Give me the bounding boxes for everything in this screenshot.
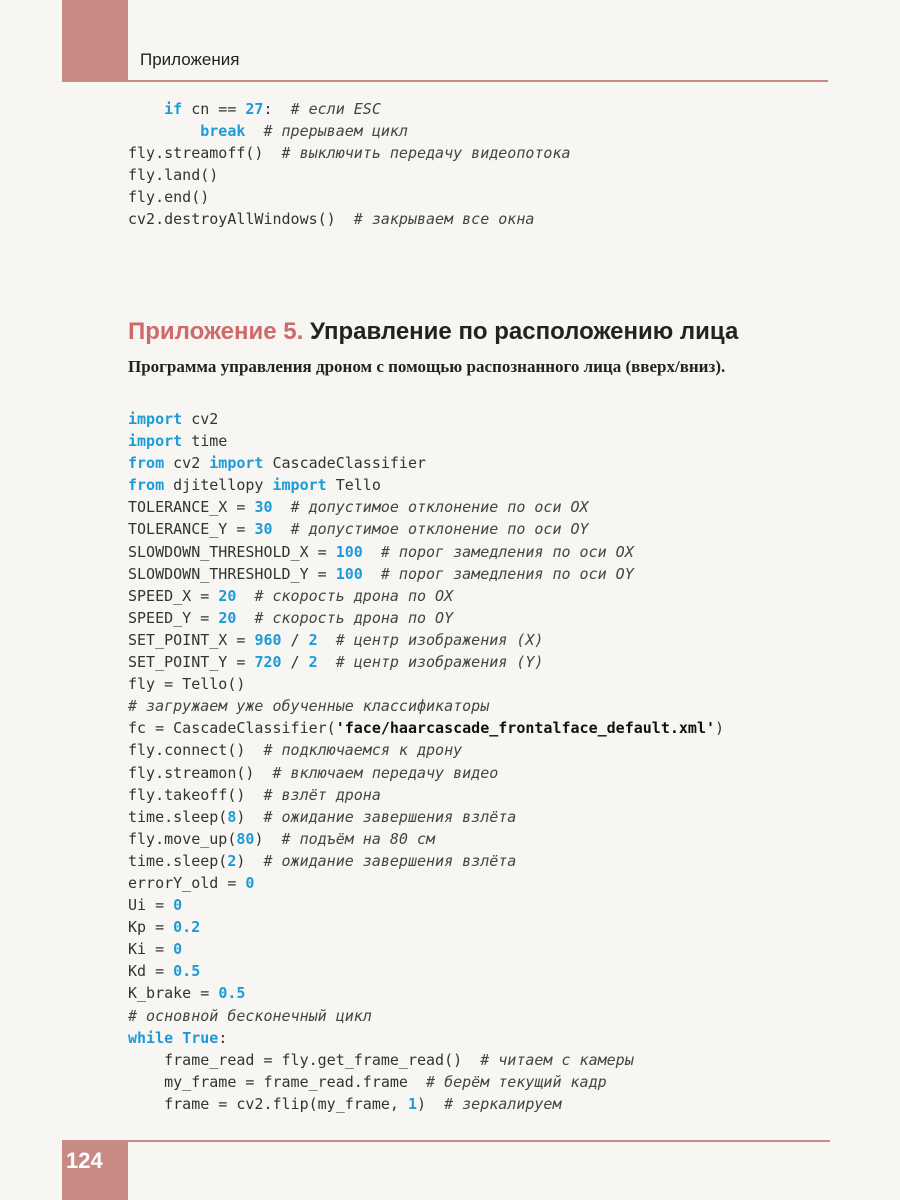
code-number: 100 bbox=[335, 564, 363, 583]
code-line bbox=[128, 982, 724, 1004]
footer-rule bbox=[128, 1140, 830, 1142]
code-text: fc = CascadeClassifier( bbox=[128, 719, 336, 738]
running-header: Приложения bbox=[140, 50, 240, 69]
code-text bbox=[128, 100, 164, 118]
code-line bbox=[128, 960, 724, 982]
code-text: Ui = bbox=[128, 896, 174, 915]
code-text: ) bbox=[254, 829, 282, 848]
code-number: 2 bbox=[308, 653, 318, 672]
code-comment: # ожидание завершения взлёта bbox=[263, 851, 517, 870]
code-line bbox=[128, 585, 724, 607]
code-text: SPEED_X = bbox=[128, 586, 219, 605]
code-line bbox=[128, 408, 724, 430]
code-keyword: while bbox=[128, 1028, 174, 1047]
code-keyword: import bbox=[272, 476, 327, 495]
code-comment: # подъём на 80 см bbox=[281, 829, 436, 848]
code-line bbox=[128, 938, 724, 960]
code-line bbox=[128, 142, 571, 164]
code-text: time.sleep( bbox=[128, 851, 228, 870]
code-text: cv2 bbox=[182, 410, 219, 428]
code-text: ) bbox=[715, 719, 725, 738]
code-line bbox=[128, 430, 724, 452]
code-text: : bbox=[263, 100, 291, 118]
code-text bbox=[245, 122, 263, 140]
code-comment: # читаем с камеры bbox=[480, 1050, 634, 1069]
code-line bbox=[128, 541, 724, 563]
code-text: ) bbox=[236, 807, 264, 826]
code-comment: # основной бесконечный цикл bbox=[128, 1006, 372, 1025]
code-keyword: break bbox=[200, 122, 246, 141]
code-text: ) bbox=[236, 851, 264, 870]
code-number: 8 bbox=[227, 807, 237, 826]
code-number: 20 bbox=[218, 586, 237, 605]
code-line bbox=[128, 894, 724, 916]
code-line bbox=[128, 186, 571, 208]
code-keyword: import bbox=[128, 410, 183, 428]
code-comment: # прерываем цикл bbox=[263, 122, 408, 141]
code-text: fly.streamoff() bbox=[128, 144, 282, 163]
code-text: : bbox=[218, 1028, 228, 1047]
code-comment: # включаем передачу видео bbox=[272, 763, 499, 782]
code-number: 27 bbox=[245, 100, 264, 118]
code-line bbox=[128, 474, 724, 496]
code-line bbox=[128, 1005, 724, 1027]
code-comment: # берём текущий кадр bbox=[426, 1072, 607, 1091]
code-number: 0.2 bbox=[173, 918, 201, 937]
code-text: cn == bbox=[182, 100, 246, 118]
section-title: Управление по расположению лица bbox=[309, 318, 739, 345]
code-number: 0.5 bbox=[218, 984, 246, 1003]
code-line bbox=[128, 1071, 724, 1093]
code-line bbox=[128, 717, 724, 739]
code-text bbox=[273, 520, 291, 538]
code-comment: # взлёт дрона bbox=[263, 785, 381, 804]
code-keyword: import bbox=[128, 432, 183, 451]
code-keyword: True bbox=[182, 1028, 219, 1047]
code-text bbox=[363, 565, 381, 583]
code-keyword: if bbox=[164, 100, 183, 118]
code-line bbox=[128, 850, 724, 872]
section-number: Приложение 5. bbox=[128, 318, 304, 345]
code-text: K_brake = bbox=[128, 984, 219, 1003]
code-line bbox=[128, 496, 724, 518]
code-number: 30 bbox=[254, 498, 273, 517]
code-text: SLOWDOWN_THRESHOLD_X = bbox=[128, 542, 336, 561]
code-text: / bbox=[281, 653, 309, 672]
code-text: / bbox=[281, 630, 309, 649]
code-number: 100 bbox=[335, 542, 363, 561]
code-comment: # подключаемся к дрону bbox=[263, 741, 463, 760]
code-text: fly.takeoff() bbox=[128, 785, 264, 804]
code-number: 2 bbox=[227, 851, 237, 870]
code-line bbox=[128, 518, 724, 540]
code-line bbox=[128, 673, 724, 695]
code-line bbox=[128, 1027, 724, 1049]
code-number: 1 bbox=[407, 1094, 417, 1113]
code-line bbox=[128, 762, 724, 784]
code-string: 'face/haarcascade_frontalface_default.xml' bbox=[335, 719, 716, 738]
code-number: 0 bbox=[173, 940, 183, 959]
code-number: 80 bbox=[236, 829, 255, 848]
code-line bbox=[128, 164, 571, 186]
code-number: 720 bbox=[254, 653, 282, 672]
code-text: TOLERANCE_X = bbox=[128, 498, 255, 517]
code-comment: # ожидание завершения взлёта bbox=[263, 807, 517, 826]
code-number: 960 bbox=[254, 630, 282, 649]
code-text bbox=[318, 653, 336, 671]
code-text: fly.move_up( bbox=[128, 829, 237, 848]
code-comment: # допустимое отклонение по оси OY bbox=[290, 520, 589, 539]
code-comment: # центр изображения (X) bbox=[335, 630, 544, 649]
code-text: ) bbox=[417, 1094, 445, 1113]
code-comment: # допустимое отклонение по оси OX bbox=[290, 498, 589, 517]
code-text: fly.streamon() bbox=[128, 763, 273, 782]
code-comment: # зеркалируем bbox=[444, 1094, 562, 1113]
code-text bbox=[173, 1029, 182, 1047]
code-comment: # порог замедления по оси OX bbox=[380, 542, 634, 561]
code-line bbox=[128, 806, 724, 828]
code-text: time bbox=[182, 432, 228, 451]
code-number: 30 bbox=[254, 520, 273, 539]
code-text bbox=[128, 122, 200, 140]
code-text: fly.connect() bbox=[128, 741, 264, 760]
code-number: 2 bbox=[308, 630, 318, 649]
code-text bbox=[236, 587, 254, 605]
code-line bbox=[128, 784, 724, 806]
page-number: 124 bbox=[66, 1148, 103, 1173]
code-text: errorY_old = bbox=[128, 873, 246, 892]
code-text: cv2 bbox=[164, 454, 210, 473]
code-keyword: from bbox=[128, 476, 165, 495]
code-line bbox=[128, 208, 571, 230]
code-text: TOLERANCE_Y = bbox=[128, 520, 255, 539]
code-text: Kp = bbox=[128, 918, 174, 937]
code-text bbox=[318, 631, 336, 649]
code-number: 20 bbox=[218, 608, 237, 627]
code-comment: # скорость дрона по OY bbox=[254, 608, 454, 627]
code-text: time.sleep( bbox=[128, 807, 228, 826]
code-text: fly.end() bbox=[128, 188, 210, 207]
code-text: SET_POINT_Y = bbox=[128, 653, 255, 672]
code-line bbox=[128, 695, 724, 717]
code-comment: # порог замедления по оси OY bbox=[380, 564, 634, 583]
code-text: Kd = bbox=[128, 962, 174, 981]
code-text: SLOWDOWN_THRESHOLD_Y = bbox=[128, 564, 336, 583]
code-comment: # выключить передачу видеопотока bbox=[281, 144, 571, 163]
code-text bbox=[363, 543, 381, 561]
code-keyword: import bbox=[209, 454, 264, 473]
code-line bbox=[128, 651, 724, 673]
code-line bbox=[128, 120, 571, 142]
code-text: djitellopy bbox=[164, 476, 273, 495]
code-line bbox=[128, 916, 724, 938]
code-line bbox=[128, 98, 571, 120]
code-text: SPEED_Y = bbox=[128, 608, 219, 627]
code-comment: # закрываем все окна bbox=[353, 210, 535, 229]
code-listing-top bbox=[128, 98, 571, 231]
code-text: Tello bbox=[326, 476, 381, 495]
code-text: SET_POINT_X = bbox=[128, 630, 255, 649]
code-text bbox=[236, 609, 254, 627]
code-number: 0 bbox=[173, 896, 183, 915]
code-line bbox=[128, 828, 724, 850]
code-line bbox=[128, 452, 724, 474]
code-text: Ki = bbox=[128, 940, 174, 959]
code-text: fly.land() bbox=[128, 166, 219, 185]
code-line bbox=[128, 1049, 724, 1071]
code-keyword: from bbox=[128, 454, 165, 473]
section-intro: Программа управления дроном с помощью распознанного лица (вверх/вниз). bbox=[128, 357, 726, 376]
code-line bbox=[128, 1093, 724, 1115]
code-text: my_frame = frame_read.frame bbox=[128, 1072, 427, 1091]
code-listing-main bbox=[128, 408, 724, 1115]
code-comment: # загружаем уже обученные классификаторы bbox=[128, 697, 490, 716]
code-text: CascadeClassifier bbox=[263, 454, 427, 473]
code-text: fly = Tello() bbox=[128, 675, 246, 694]
code-number: 0 bbox=[245, 873, 255, 892]
code-text bbox=[273, 498, 291, 516]
code-line bbox=[128, 563, 724, 585]
section-heading bbox=[128, 318, 738, 346]
code-line bbox=[128, 739, 724, 761]
header-color-block bbox=[62, 0, 128, 82]
header-rule bbox=[128, 80, 828, 82]
code-comment: # скорость дрона по OX bbox=[254, 586, 454, 605]
code-line bbox=[128, 607, 724, 629]
code-comment: # центр изображения (Y) bbox=[335, 653, 544, 672]
code-line bbox=[128, 872, 724, 894]
code-text: frame_read = fly.get_frame_read() bbox=[128, 1050, 481, 1069]
code-text: frame = cv2.flip(my_frame, bbox=[128, 1094, 408, 1113]
code-comment: # если ESC bbox=[290, 100, 381, 118]
code-text: cv2.destroyAllWindows() bbox=[128, 210, 354, 229]
code-number: 0.5 bbox=[173, 962, 201, 981]
code-line bbox=[128, 629, 724, 651]
